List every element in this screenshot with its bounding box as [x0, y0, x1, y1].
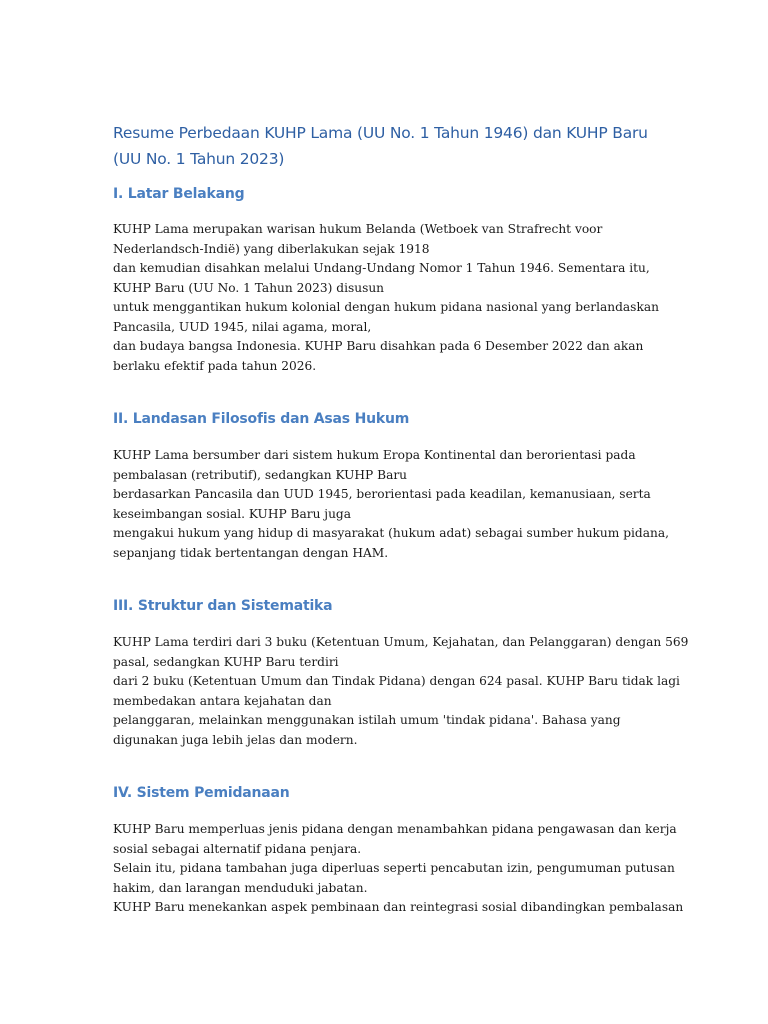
- paragraph-line: dan budaya bangsa Indonesia. KUHP Baru disahkan pada 6 Desember 2022 dan akan: [113, 339, 644, 353]
- paragraph-line: sepanjang tidak bertentangan dengan HAM.: [113, 545, 389, 560]
- paragraph-line: berdasarkan Pancasila dan UUD 1945, berorientasi pada keadilan, kemanusiaan, serta: [113, 487, 651, 501]
- paragraph-line: membedakan antara kejahatan dan: [113, 693, 332, 708]
- paragraph-line: KUHP Baru menekankan aspek pembinaan dan reintegrasi sosial dibandingkan pembalasan: [113, 900, 684, 914]
- section-heading-landasan-filosofis: II. Landasan Filosofis dan Asas Hukum: [113, 411, 410, 427]
- paragraph-line: berlaku efektif pada tahun 2026.: [113, 358, 317, 373]
- section-heading-latar-belakang: I. Latar Belakang: [113, 186, 245, 202]
- title-line: Resume Perbedaan KUHP Lama (UU No. 1 Tahun 1946) dan KUHP Baru: [113, 124, 648, 142]
- section-paragraph-struktur-sistematika: [113, 633, 689, 750]
- paragraph-line: keseimbangan sosial. KUHP Baru juga: [113, 506, 351, 521]
- paragraph-line: Pancasila, UUD 1945, nilai agama, moral,: [113, 319, 372, 334]
- paragraph-line: KUHP Lama merupakan warisan hukum Belanda (Wetboek van Strafrecht voor: [113, 222, 603, 236]
- paragraph-line: pasal, sedangkan KUHP Baru terdiri: [113, 654, 339, 669]
- paragraph-line: hakim, dan larangan menduduki jabatan.: [113, 880, 368, 895]
- document-title: [113, 120, 673, 172]
- title-line: (UU No. 1 Tahun 2023): [113, 150, 285, 168]
- paragraph-line: sosial sebagai alternatif pidana penjara.: [113, 841, 362, 856]
- paragraph-line: dan kemudian disahkan melalui Undang-Undang Nomor 1 Tahun 1946. Sementara itu,: [113, 261, 650, 275]
- paragraph-line: pelanggaran, melainkan menggunakan istilah umum 'tindak pidana'. Bahasa yang: [113, 713, 621, 727]
- section-paragraph-latar-belakang: [113, 220, 673, 376]
- paragraph-line: KUHP Baru (UU No. 1 Tahun 2023) disusun: [113, 280, 385, 295]
- paragraph-line: Selain itu, pidana tambahan juga diperluas seperti pencabutan izin, pengumuman putusan: [113, 861, 675, 875]
- paragraph-line: pembalasan (retributif), sedangkan KUHP Baru: [113, 467, 408, 482]
- paragraph-line: mengakui hukum yang hidup di masyarakat (hukum adat) sebagai sumber hukum pidana,: [113, 526, 669, 540]
- document-content: [113, 120, 689, 918]
- paragraph-line: Nederlandsch-Indië) yang diberlakukan sejak 1918: [113, 241, 430, 256]
- section-heading-struktur-sistematika: III. Struktur dan Sistematika: [113, 598, 333, 614]
- paragraph-line: dari 2 buku (Ketentuan Umum dan Tindak Pidana) dengan 624 pasal. KUHP Baru tidak lagi: [113, 674, 680, 688]
- section-paragraph-landasan-filosofis: [113, 446, 673, 563]
- paragraph-line: digunakan juga lebih jelas dan modern.: [113, 732, 358, 747]
- paragraph-line: KUHP Lama terdiri dari 3 buku (Ketentuan Umum, Kejahatan, dan Pelanggaran) dengan 569: [113, 635, 689, 649]
- section-heading-sistem-pemidanaan: IV. Sistem Pemidanaan: [113, 785, 290, 801]
- paragraph-line: KUHP Lama bersumber dari sistem hukum Eropa Kontinental dan berorientasi pada: [113, 448, 636, 462]
- section-paragraph-sistem-pemidanaan: [113, 820, 684, 918]
- paragraph-line: KUHP Baru memperluas jenis pidana dengan menambahkan pidana pengawasan dan kerja: [113, 822, 677, 836]
- paragraph-line: untuk menggantikan hukum kolonial dengan hukum pidana nasional yang berlandaskan: [113, 300, 659, 314]
